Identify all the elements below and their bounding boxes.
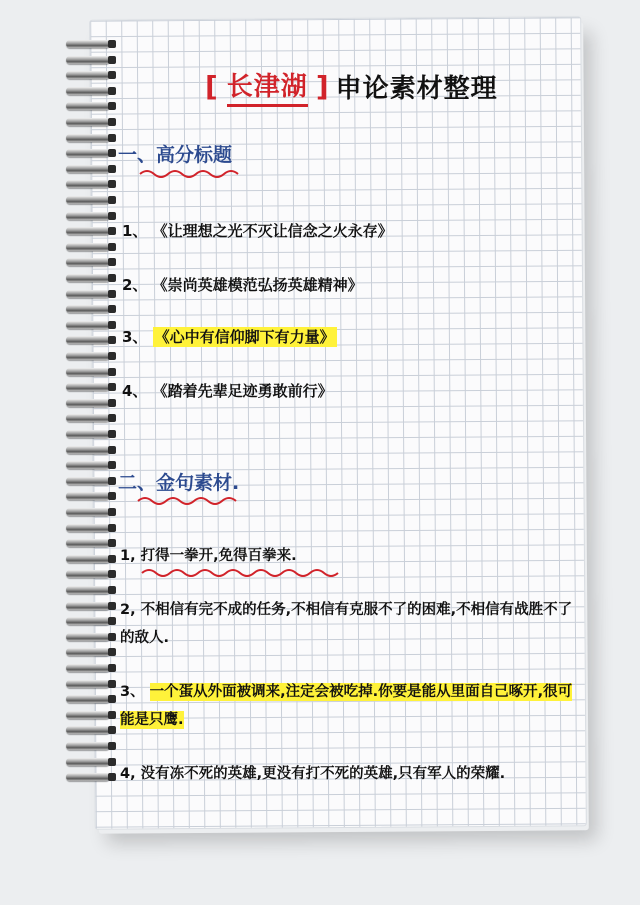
spiral-ring	[66, 508, 110, 516]
quote-2	[120, 596, 578, 652]
spiral-ring	[66, 180, 110, 188]
title-item-3-num: 3、	[122, 328, 148, 346]
quote-3-num: 3、	[120, 684, 145, 700]
spiral-ring	[66, 399, 110, 407]
spiral-ring	[66, 165, 110, 173]
spiral-ring	[66, 461, 110, 469]
spiral-ring	[66, 336, 110, 344]
spiral-ring	[66, 102, 110, 110]
spiral-ring	[66, 321, 110, 329]
spiral-ring	[66, 227, 110, 235]
title-item-4	[122, 380, 333, 401]
spiral-ring	[66, 758, 110, 766]
title-item-1-num: 1、	[122, 222, 148, 240]
quote-2-num: 2,	[120, 602, 136, 618]
spiral-ring	[66, 243, 110, 251]
quote-4	[120, 760, 578, 788]
page-title	[205, 66, 498, 106]
title-item-2-text: 《崇尚英雄模范弘扬英雄精神》	[152, 276, 363, 294]
section1-squiggle	[138, 166, 246, 180]
spiral-ring	[66, 742, 110, 750]
title-item-4-text: 《踏着先辈足迹勇敢前行》	[152, 382, 333, 400]
spiral-ring	[66, 664, 110, 672]
spiral-ring	[66, 773, 110, 781]
title-item-2-num: 2、	[122, 276, 148, 294]
spiral-ring	[66, 258, 110, 266]
quote-1-num: 1,	[120, 548, 136, 564]
quote-1-text: 打得一拳开,免得百拳来.	[140, 548, 297, 564]
spiral-ring	[66, 305, 110, 313]
spiral-ring	[66, 40, 110, 48]
spiral-ring	[66, 477, 110, 485]
title-item-1	[122, 220, 393, 241]
spiral-ring	[66, 492, 110, 500]
spiral-ring	[66, 711, 110, 719]
spiral-ring	[66, 383, 110, 391]
spiral-ring	[66, 430, 110, 438]
spiral-ring	[66, 290, 110, 298]
spiral-binding	[66, 40, 114, 810]
section2-squiggle	[136, 493, 244, 507]
section1-heading: 一、高分标题	[118, 144, 233, 166]
spiral-ring	[66, 648, 110, 656]
title-item-3-text: 《心中有信仰脚下有力量》	[154, 328, 335, 346]
spiral-ring	[66, 212, 110, 220]
quote-2-text: 不相信有完不成的任务,不相信有克服不了的困难,不相信有战胜不了的敌人.	[120, 602, 573, 646]
spiral-ring	[66, 87, 110, 95]
spiral-ring	[66, 118, 110, 126]
quote-1-squiggle	[140, 566, 348, 580]
spiral-ring	[66, 446, 110, 454]
spiral-ring	[66, 555, 110, 563]
title-item-4-num: 4、	[122, 382, 148, 400]
quote-3-text: 一个蛋从外面被调来,注定会被吃掉.你要是能从里面自己啄开,很可能是只鹰.	[120, 684, 573, 728]
spiral-ring	[66, 539, 110, 547]
spiral-ring	[66, 633, 110, 641]
spiral-ring	[66, 586, 110, 594]
quote-4-text: 没有冻不死的英雄,更没有打不死的英雄,只有军人的荣耀.	[140, 766, 506, 782]
spiral-ring	[66, 134, 110, 142]
spiral-ring	[66, 352, 110, 360]
title-brand: 长津湖	[227, 66, 308, 107]
spiral-ring	[66, 602, 110, 610]
section2-heading: 二、金句素材.	[118, 472, 240, 494]
spiral-ring	[66, 274, 110, 282]
spiral-ring	[66, 570, 110, 578]
spiral-ring	[66, 149, 110, 157]
spiral-ring	[66, 368, 110, 376]
spiral-ring	[66, 617, 110, 625]
title-bracket-open: [	[205, 69, 219, 103]
title-item-3	[122, 326, 337, 347]
spiral-ring	[66, 414, 110, 422]
title-item-1-text: 《让理想之光不灭让信念之火永存》	[152, 222, 393, 240]
spiral-ring	[66, 56, 110, 64]
quote-3	[120, 678, 578, 734]
quote-4-num: 4,	[120, 766, 136, 782]
spiral-ring	[66, 726, 110, 734]
title-bracket-close: ]	[315, 69, 330, 103]
spiral-ring	[66, 524, 110, 532]
title-item-2	[122, 274, 363, 295]
title-rest: 申论素材整理	[335, 73, 498, 104]
spiral-ring	[66, 196, 110, 204]
spiral-ring	[66, 680, 110, 688]
spiral-ring	[66, 695, 110, 703]
spiral-ring	[66, 71, 110, 79]
